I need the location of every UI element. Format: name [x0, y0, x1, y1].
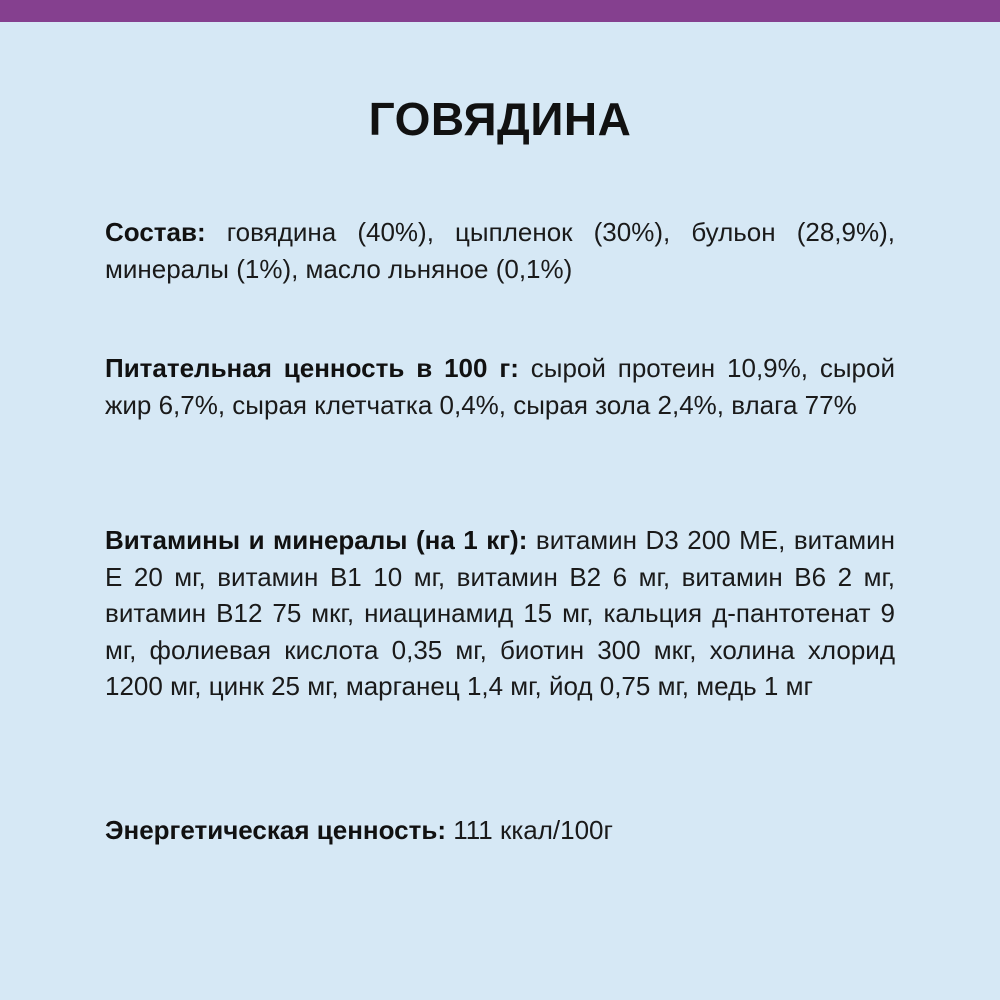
composition-label: Состав:	[105, 217, 206, 247]
energy-label: Энергетическая ценность:	[105, 815, 446, 845]
nutrition-text: сырой протеин 10,9%, сырой жир 6,7%, сырая клетчатка 0,4%, сырая зола 2,4%, влага 77%	[105, 353, 895, 420]
vitamins-label: Витамины и минералы (на 1 кг):	[105, 525, 528, 555]
nutrition-label: Питательная ценность в 100 г:	[105, 353, 519, 383]
energy-text: 111 ккал/100г	[453, 815, 614, 845]
composition-section	[105, 214, 895, 287]
nutrition-section	[105, 350, 895, 423]
vitamins-section	[105, 522, 895, 705]
energy-section	[105, 812, 895, 849]
page-title: ГОВЯДИНА	[368, 93, 632, 145]
vitamins-text: витамин D3 200 МЕ, витамин Е 20 мг, витамин В1 10 мг, витамин В2 6 мг, витамин В6 2 мг, витамин В12 75 мкг, ниацинамид 15 мг, кальция д-пантотенат 9 мг, фолиевая кислота 0,35 мг, биотин 300 мкг, холина хлорид 1200 мг, цинк 25 мг, марганец 1,4 мг, йод 0,75 мг, медь 1 мг	[105, 525, 895, 701]
composition-text: говядина (40%), цыпленок (30%), бульон (28,9%), минералы (1%), масло льняное (0,1%)	[105, 217, 895, 284]
top-accent-bar	[0, 0, 1000, 22]
